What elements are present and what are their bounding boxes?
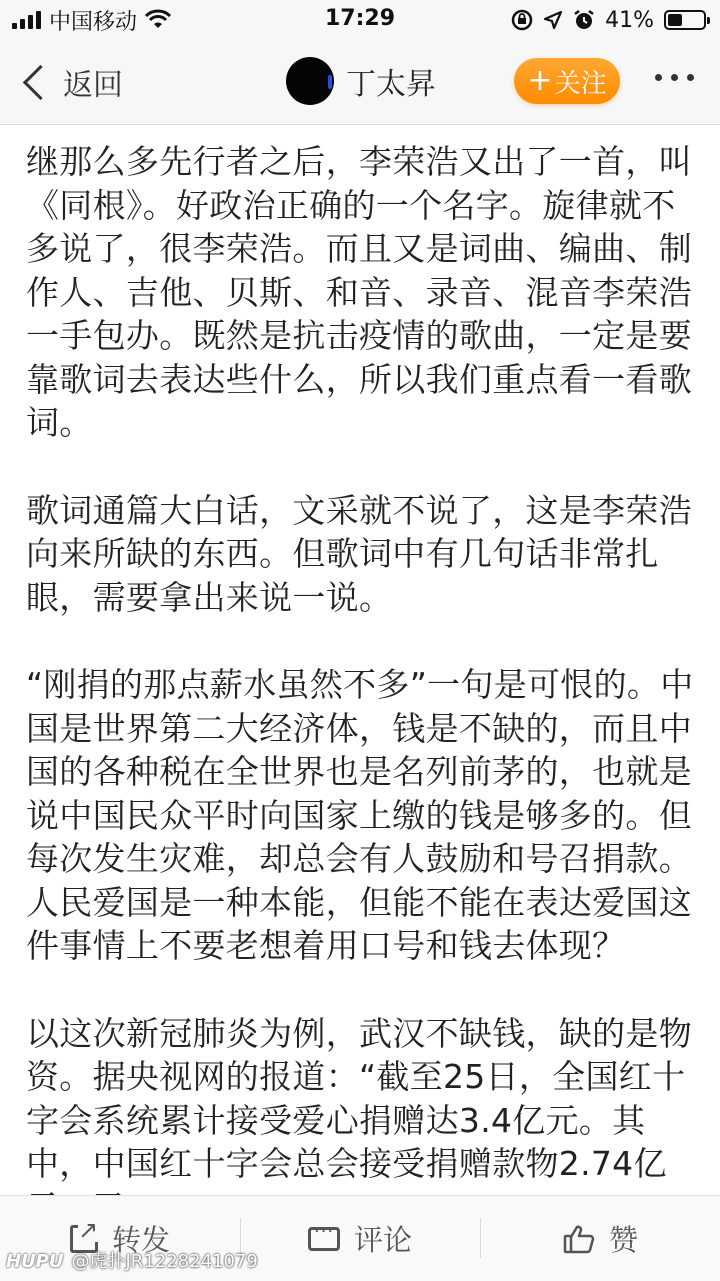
chevron-left-icon (23, 64, 58, 99)
author-info[interactable] (286, 57, 436, 105)
watermark-brand: HUPU (6, 1251, 64, 1272)
article-paragraph: “刚捐的那点薪水虽然不多”一句是可恨的。中国是世界第二大经济体，钱是不缺的，而且中国的各种税在全世界也是名列前茅的，也就是说中国民众平时向国家上缴的钱是够多的。但每次发生灾难，却总会有人鼓励和号召捐款。人民爱国是一种本能，但能不能在表达爱国这件事情上不要老想着用口号和钱去体现？ (26, 665, 694, 965)
bottom-action-bar (0, 1195, 720, 1281)
battery-percentage: 41% (605, 7, 654, 33)
article-paragraph: 歌词通篇大白话，文采就不说了，这是李荣浩向来所缺的东西。但歌词中有几句话非常扎眼，需要拿出来说一说。 (26, 490, 692, 617)
more-dot-icon (671, 74, 678, 81)
avatar[interactable] (286, 57, 334, 105)
more-dot-icon (687, 74, 694, 81)
status-bar (0, 0, 720, 40)
carrier-name: 中国移动 (49, 9, 138, 35)
like-button[interactable] (481, 1196, 720, 1281)
comment-button[interactable] (241, 1196, 479, 1281)
comment-label: 评论 (353, 1223, 412, 1257)
author-name[interactable]: 丁太昇 (346, 67, 436, 102)
more-options-button[interactable] (655, 74, 694, 81)
status-time: 17:29 (324, 6, 396, 31)
location-icon (543, 10, 563, 30)
back-button[interactable] (18, 60, 123, 104)
watermark-text: @虎扑JR1228241079 (71, 1251, 258, 1272)
status-right (511, 6, 706, 34)
lock-rotation-icon (511, 9, 533, 31)
battery-icon (664, 10, 706, 30)
like-label: 赞 (608, 1223, 638, 1257)
follow-button[interactable] (514, 58, 620, 104)
follow-label: 关注 (554, 68, 607, 99)
article-body (26, 140, 694, 1194)
thumbs-up-icon (563, 1224, 595, 1254)
battery-fill (668, 14, 682, 26)
plus-icon: + (527, 63, 553, 98)
back-label: 返回 (63, 68, 123, 103)
more-dot-icon (655, 74, 662, 81)
article-paragraph: 以这次新冠肺炎为例，武汉不缺钱，缺的是物资。据央视网的报道：“截至25日，全国红十字会系统累计接受爱心捐赠达3.4亿元。其中，中国红十字会总会接受捐赠款物2.74亿 (26, 1013, 692, 1183)
nav-bar (0, 40, 720, 125)
comment-icon (308, 1227, 340, 1251)
repost-label: 转发 (111, 1223, 170, 1257)
article-paragraph: 继那么多先行者之后，李荣浩又出了一首，叫《同根》。好政治正确的一个名字。旋律就不多说了，很李荣浩。而且又是词曲、编曲、制作人、吉他、贝斯、和音、录音、混音李荣浩一手包办。既然是抗击疫情的歌曲，一定是要靠歌词去表达些什么，所以我们重点看一看歌词。 (26, 142, 692, 442)
alarm-icon (573, 9, 595, 31)
watermark (6, 1247, 258, 1273)
